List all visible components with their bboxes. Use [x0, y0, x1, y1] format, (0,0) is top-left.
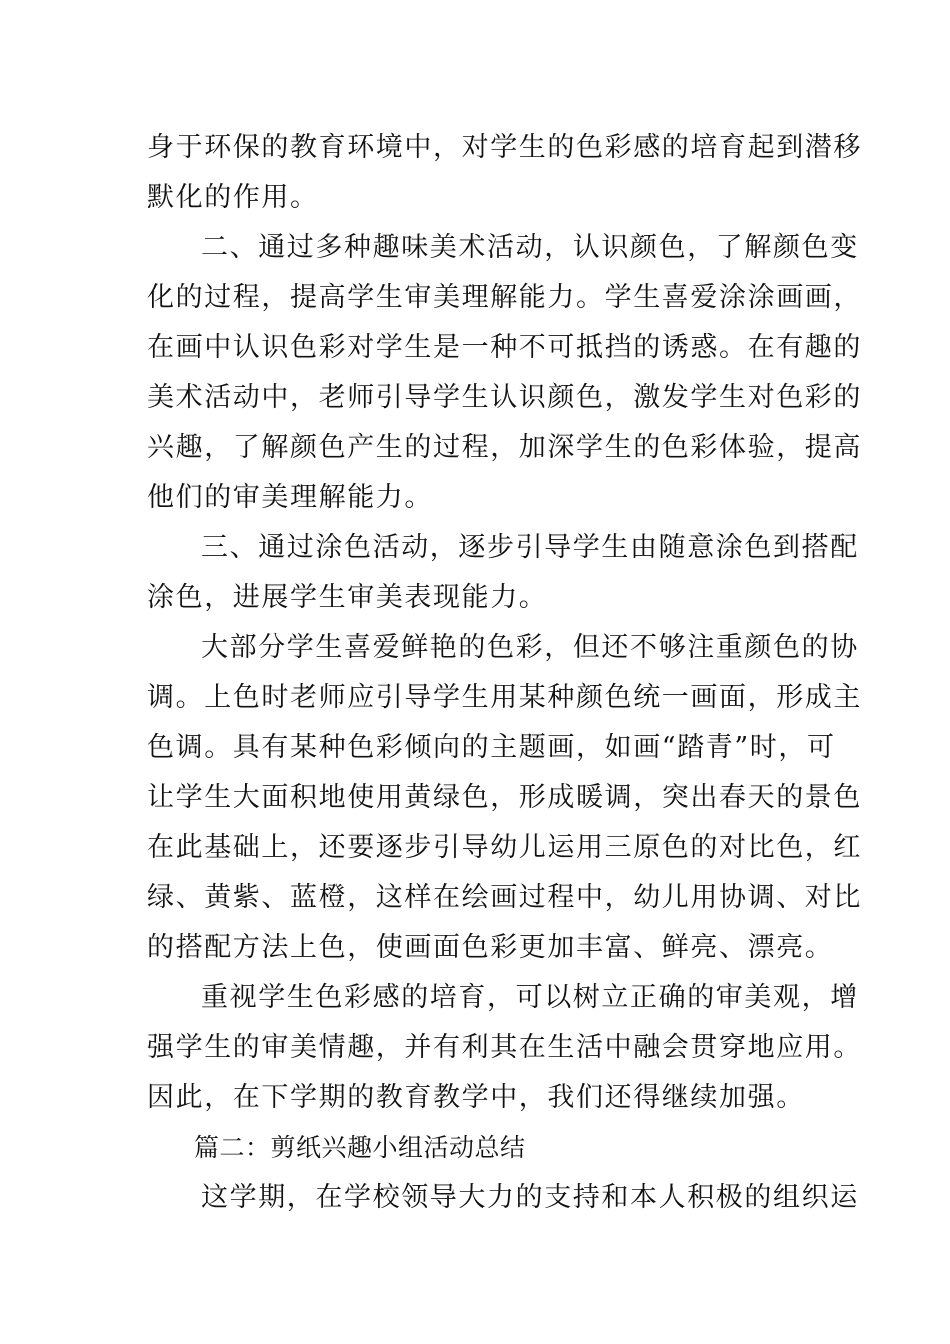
text-line: 二、通过多种趣味美术活动，认识颜色，了解颜色变 — [201, 232, 859, 263]
section-heading: 篇二：剪纸兴趣小组活动总结 — [194, 1133, 526, 1162]
text-line: 色调。具有某种色彩倾向的主题画，如画“踏青”时，可 — [147, 732, 836, 763]
text-line: 强学生的审美情趣，并有利其在生活中融会贯穿地应用。 — [147, 1032, 862, 1063]
text-line: 美术活动中，老师引导学生认识颜色，激发学生对色彩的 — [147, 382, 862, 413]
text-line: 在画中认识色彩对学生是一种不可抵挡的诱惑。在有趣的 — [147, 332, 862, 363]
text-line: 调。上色时老师应引导学生用某种颜色统一画面，形成主 — [147, 682, 862, 713]
text-line: 因此，在下学期的教育教学中，我们还得继续加强。 — [147, 1082, 805, 1113]
text-line: 让学生大面积地使用黄绿色，形成暖调，突出春天的景色 — [147, 782, 862, 813]
text-line: 他们的审美理解能力。 — [147, 482, 433, 513]
text-line: 三、通过涂色活动，逐步引导学生由随意涂色到搭配 — [201, 532, 859, 563]
text-line: 在此基础上，还要逐步引导幼儿运用三原色的对比色，红 — [147, 832, 862, 863]
text-line: 涂色，进展学生审美表现能力。 — [147, 582, 548, 613]
text-line: 化的过程，提高学生审美理解能力。学生喜爱涂涂画画， — [147, 282, 862, 313]
text-line: 身于环保的教育环境中，对学生的色彩感的培育起到潜移 — [147, 132, 862, 163]
text-line: 重视学生色彩感的培育，可以树立正确的审美观，增 — [201, 982, 859, 1013]
text-line: 的搭配方法上色，使画面色彩更加丰富、鲜亮、漂亮。 — [147, 932, 834, 963]
text-line: 这学期，在学校领导大力的支持和本人积极的组织运 — [201, 1182, 859, 1213]
text-line: 默化的作用。 — [147, 182, 319, 213]
text-line: 兴趣，了解颜色产生的过程，加深学生的色彩体验，提高 — [147, 432, 862, 463]
text-line: 绿、黄紫、蓝橙，这样在绘画过程中，幼儿用协调、对比 — [147, 882, 862, 913]
text-line: 大部分学生喜爱鲜艳的色彩，但还不够注重颜色的协 — [201, 632, 859, 663]
